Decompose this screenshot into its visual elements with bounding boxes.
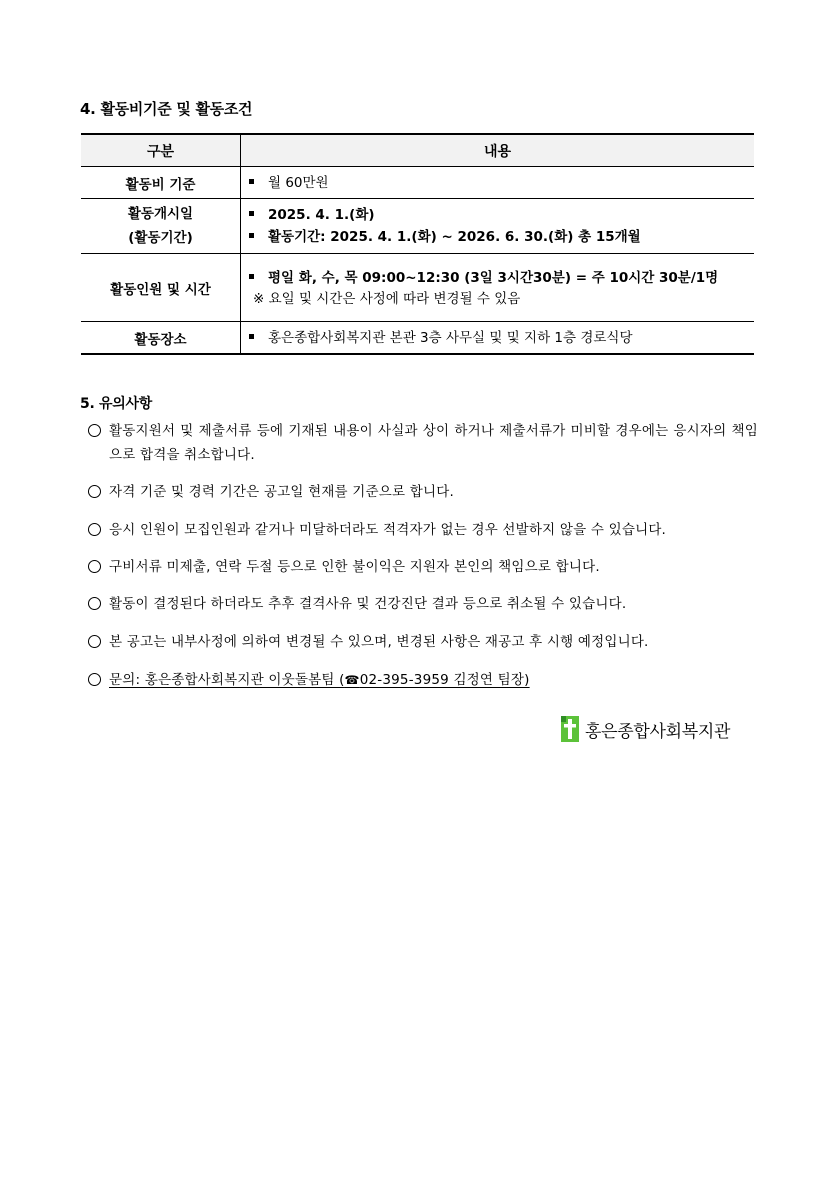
organization-logo	[561, 716, 730, 742]
row-label-staff-time: 활동인원 및 시간	[81, 254, 241, 322]
notice-text: 응시 인원이 모집인원과 같거나 미달하더라도 적격자가 없는 경우 선발하지 않을 수 있습니다.	[109, 522, 667, 538]
bullet-icon	[249, 233, 254, 238]
organization-name: 홍은종합사회복지관	[585, 721, 731, 742]
start-date-value: 2025. 4. 1.(화)	[268, 207, 375, 223]
bullet-icon	[249, 179, 254, 184]
bullet-icon	[249, 274, 254, 279]
notice-item	[88, 630, 758, 654]
table-row	[81, 167, 754, 199]
row-content-activity-fee	[241, 167, 755, 199]
activity-fee-value: 월 60만원	[268, 174, 329, 191]
section-5-title: 5. 유의사항	[80, 396, 152, 412]
row-content-start-date	[241, 199, 755, 254]
circle-bullet-icon	[88, 597, 101, 610]
notice-text: 활동지원서 및 제출서류 등에 기재된 내용이 사실과 상이 하거나 제출서류가 미비할 경우에는 응시자의 책임으로 합격을 취소합니다.	[109, 423, 758, 463]
table-header-content: 내용	[241, 134, 755, 167]
contact-prefix: 문의: 홍은종합사회복지관 이웃돌봄팀 (	[109, 672, 345, 688]
notice-text: 활동이 결정된다 하더라도 추후 결격사유 및 건강진단 결과 등으로 취소될 수 있습니다.	[109, 596, 627, 612]
contact-line	[88, 668, 530, 692]
notice-text: 자격 기준 및 경력 기간은 공고일 현재를 기준으로 합니다.	[109, 484, 454, 500]
notice-item	[88, 555, 758, 579]
activity-period-value: 활동기간: 2025. 4. 1.(화) ~ 2026. 6. 30.(화) 총 15개월	[268, 229, 641, 245]
notice-text: 구비서류 미제출, 연락 두절 등으로 인한 불이익은 지원자 본인의 책임으로 합니다.	[109, 559, 600, 575]
notice-item	[88, 592, 758, 616]
contact-phone: 02-395-3959 김정연 팀장)	[359, 672, 530, 688]
circle-bullet-icon	[88, 560, 101, 573]
cross-logo-icon	[561, 716, 579, 742]
period-label: (활동기간)	[128, 230, 193, 246]
section-4-title: 4. 활동비기준 및 활동조건	[80, 100, 253, 118]
notice-item	[88, 480, 758, 504]
staff-time-note: ※ 요일 및 시간은 사정에 따라 변경될 수 있음	[253, 290, 521, 307]
notice-text: 본 공고는 내부사정에 의하여 변경될 수 있으며, 변경된 사항은 재공고 후 시행 예정입니다.	[109, 634, 649, 650]
row-content-location	[241, 322, 755, 355]
row-label-activity-fee: 활동비 기준	[81, 167, 241, 199]
circle-bullet-icon	[88, 424, 101, 437]
bullet-icon	[249, 334, 254, 339]
table-row	[81, 199, 754, 254]
circle-bullet-icon	[88, 673, 101, 686]
contact-item	[88, 668, 758, 692]
row-label-start-date	[81, 199, 241, 254]
bullet-icon	[249, 211, 254, 216]
location-value: 홍은종합사회복지관 본관 3층 사무실 및 및 지하 1층 경로식당	[268, 329, 633, 346]
start-date-label: 활동개시일	[127, 206, 194, 222]
row-label-location: 활동장소	[81, 322, 241, 355]
activity-conditions-table	[81, 133, 754, 355]
notice-item	[88, 518, 758, 542]
circle-bullet-icon	[88, 485, 101, 498]
circle-bullet-icon	[88, 523, 101, 536]
staff-time-value: 평일 화, 수, 목 09:00~12:30 (3일 3시간30분) = 주 10시간 30분/1명	[268, 269, 719, 286]
table-row	[81, 322, 754, 355]
table-header-category: 구분	[81, 134, 241, 167]
table-row	[81, 254, 754, 322]
row-content-staff-time	[241, 254, 755, 322]
notice-item	[88, 419, 758, 467]
phone-icon: ☎	[344, 673, 360, 687]
circle-bullet-icon	[88, 635, 101, 648]
